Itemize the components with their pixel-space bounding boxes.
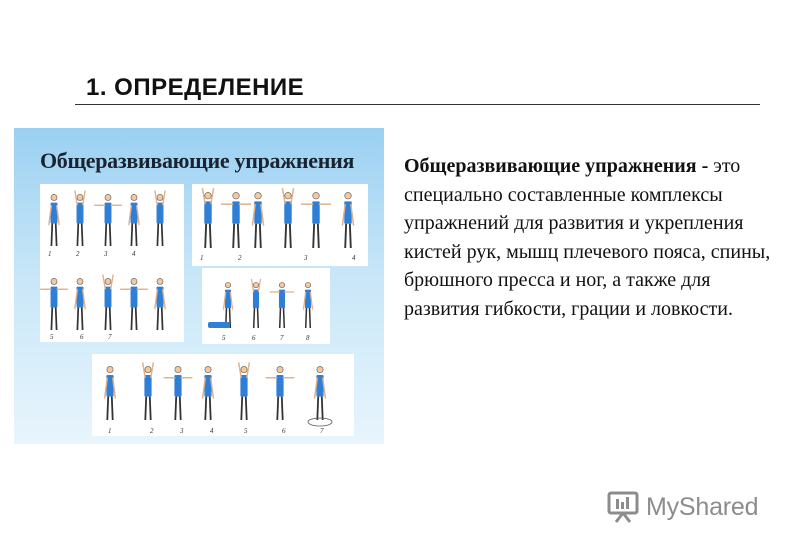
exercise-figure bbox=[155, 191, 165, 246]
lying-figure bbox=[208, 322, 230, 328]
exercise-figure bbox=[155, 278, 165, 330]
exercise-figure bbox=[120, 278, 148, 330]
figure-number: 3 bbox=[180, 427, 184, 435]
figure-number: 3 bbox=[304, 254, 308, 262]
definition-term: Общеразвивающие упражнения - bbox=[404, 155, 709, 177]
figure-number: 5 bbox=[222, 334, 226, 342]
figure-number: 7 bbox=[108, 333, 112, 341]
exercise-figure bbox=[202, 188, 213, 248]
definition-body: это специально составленные комплексы упражнений для развития и укрепления кистей рук, мышц плечевого пояса, спины, брюшного пресса и ног, а также для развития гибкости, грации и ловкости. bbox=[404, 155, 771, 320]
myshared-logo-icon bbox=[606, 490, 640, 524]
logo-text: MyShared bbox=[646, 492, 759, 521]
exercise-figure bbox=[129, 194, 139, 246]
figure-number: 1 bbox=[48, 250, 52, 258]
exercise-figure bbox=[103, 275, 113, 330]
figure-number: 2 bbox=[238, 254, 242, 262]
exercise-panel-bottom bbox=[92, 354, 354, 436]
exercise-figure bbox=[143, 362, 154, 420]
figure-number: 5 bbox=[244, 427, 248, 435]
slide-heading: 1. ОПРЕДЕЛЕНИЕ bbox=[86, 74, 305, 101]
exercise-figures-top-left bbox=[40, 184, 184, 342]
exercise-figure bbox=[94, 194, 122, 246]
illustration-title: Общеразвивающие упражнения bbox=[40, 148, 355, 173]
figure-number: 5 bbox=[50, 333, 54, 341]
exercise-figure bbox=[223, 282, 232, 328]
figure-number: 6 bbox=[282, 427, 286, 435]
hoop-shape bbox=[308, 418, 332, 426]
figure-number: 6 bbox=[252, 334, 256, 342]
figure-number: 4 bbox=[132, 250, 136, 258]
exercise-figure bbox=[266, 366, 295, 420]
exercise-figure bbox=[49, 194, 59, 246]
figure-number: 2 bbox=[76, 250, 80, 258]
exercise-figure bbox=[239, 362, 250, 420]
myshared-logo bbox=[606, 490, 758, 524]
figure-number: 7 bbox=[280, 334, 284, 342]
exercise-figure bbox=[252, 192, 263, 248]
figure-number: 1 bbox=[108, 427, 112, 435]
exercise-figure bbox=[282, 188, 293, 248]
exercise-figure bbox=[342, 192, 353, 248]
figure-number: 3 bbox=[104, 250, 108, 258]
heading-divider bbox=[75, 104, 760, 105]
exercise-figures-bottom bbox=[92, 354, 354, 436]
exercise-figure bbox=[221, 192, 251, 248]
exercise-figure bbox=[315, 366, 326, 420]
exercise-panel-top-right bbox=[192, 184, 368, 266]
exercise-panel-middle bbox=[202, 268, 330, 344]
exercise-figure bbox=[251, 279, 260, 328]
exercise-figures-middle bbox=[202, 268, 330, 344]
figure-number: 4 bbox=[210, 427, 214, 435]
definition-text bbox=[404, 152, 784, 323]
exercise-figure bbox=[40, 278, 68, 330]
exercise-illustration bbox=[14, 128, 384, 444]
figure-number: 2 bbox=[150, 427, 154, 435]
figure-number: 8 bbox=[306, 334, 310, 342]
exercise-figure bbox=[105, 366, 116, 420]
exercise-figure bbox=[75, 278, 85, 330]
figure-number: 4 bbox=[352, 254, 356, 262]
figure-number: 1 bbox=[200, 254, 204, 262]
exercise-panel-top-left bbox=[40, 184, 184, 342]
exercise-figure bbox=[270, 282, 295, 328]
exercise-figure bbox=[75, 191, 85, 246]
exercise-figure bbox=[164, 366, 193, 420]
figure-number: 7 bbox=[320, 427, 324, 435]
exercise-figure bbox=[203, 366, 214, 420]
exercise-figure bbox=[301, 192, 331, 248]
exercise-figures-top-right bbox=[192, 184, 368, 266]
exercise-figure bbox=[303, 282, 312, 328]
figure-number: 6 bbox=[80, 333, 84, 341]
